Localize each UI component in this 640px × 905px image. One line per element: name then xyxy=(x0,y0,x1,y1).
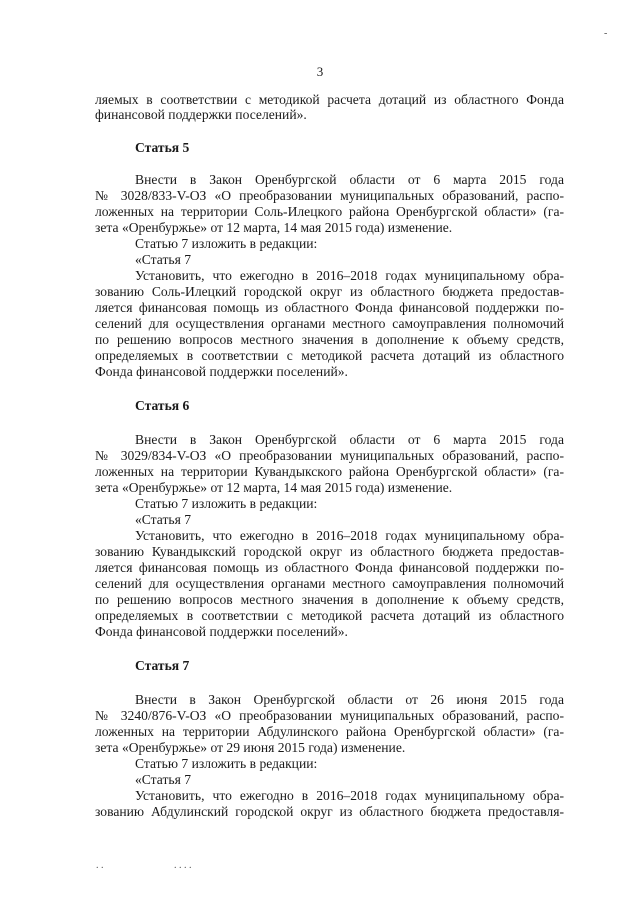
article-text-line: определяемых в соответствии с методикой расчета дотаций из областного xyxy=(95,348,564,363)
quote-heading: «Статья 7 xyxy=(135,512,192,527)
article-text-line: Фонда финансовой поддержки поселений». xyxy=(95,364,348,379)
article-intro-line: № 3029/834-V-ОЗ «О преобразовании муниципальных образований, распо- xyxy=(95,448,564,463)
article-instruction: Статью 7 изложить в редакции: xyxy=(135,236,318,251)
article-intro-line: № 3240/876-V-ОЗ «О преобразовании муниципальных образований, распо- xyxy=(95,708,564,723)
article-text-line: по решению вопросов местного значения в дополнение к объему средств, xyxy=(95,592,564,607)
scan-mark: . . xyxy=(96,860,104,871)
page-number: 3 xyxy=(316,64,324,79)
article-text-line: зованию Соль-Илецкий городской округ из областного бюджета предостав- xyxy=(95,284,564,299)
article-intro-line: Внести в Закон Оренбургской области от 26 июня 2015 года xyxy=(135,692,564,707)
document-body xyxy=(95,0,564,905)
quote-heading: «Статья 7 xyxy=(135,772,192,787)
article-intro-line: ложенных на территории Соль-Илецкого района Оренбургской области» (га- xyxy=(95,204,564,219)
article-text-line: селений для осуществления органами местного самоуправления полномочий xyxy=(95,576,564,591)
article-text-line: по решению вопросов местного значения в дополнение к объему средств, xyxy=(95,332,564,347)
article-intro-line: зета «Оренбуржье» от 12 марта, 14 мая 2015 года) изменение. xyxy=(95,220,453,235)
continuation-line: финансовой поддержки поселений». xyxy=(95,107,307,122)
article-intro-line: ложенных на территории Кувандыкского района Оренбургской области» (га- xyxy=(95,464,564,479)
quote-heading: «Статья 7 xyxy=(135,252,192,267)
article-text-line: зованию Кувандыкский городской округ из областного бюджета предостав- xyxy=(95,544,564,559)
article-heading: Статья 7 xyxy=(135,658,190,673)
article-intro-line: зета «Оренбуржье» от 12 марта, 14 мая 2015 года) изменение. xyxy=(95,480,453,495)
article-text-line: Установить, что ежегодно в 2016–2018 годах муниципальному обра- xyxy=(135,788,564,803)
article-instruction: Статью 7 изложить в редакции: xyxy=(135,496,318,511)
article-text-line: селений для осуществления органами местного самоуправления полномочий xyxy=(95,316,564,331)
article-intro-line: зета «Оренбуржье» от 29 июня 2015 года) изменение. xyxy=(95,740,406,755)
scan-mark: - xyxy=(604,28,608,39)
article-text-line: ляется финансовая помощь из областного Фонда финансовой поддержки по- xyxy=(95,560,564,575)
article-heading: Статья 6 xyxy=(135,398,190,413)
article-intro-line: № 3028/833-V-ОЗ «О преобразовании муниципальных образований, распо- xyxy=(95,188,564,203)
scan-mark: . . . . xyxy=(174,860,192,871)
article-intro-line: Внести в Закон Оренбургской области от 6 марта 2015 года xyxy=(135,172,564,187)
article-text-line: Фонда финансовой поддержки поселений». xyxy=(95,624,348,639)
article-text-line: Установить, что ежегодно в 2016–2018 годах муниципальному обра- xyxy=(135,528,564,543)
article-text-line: ляется финансовая помощь из областного Фонда финансовой поддержки по- xyxy=(95,300,564,315)
article-intro-line: Внести в Закон Оренбургской области от 6 марта 2015 года xyxy=(135,432,564,447)
article-text-line: зованию Абдулинский городской округ из областного бюджета предоставля- xyxy=(95,804,564,819)
article-heading: Статья 5 xyxy=(135,140,190,155)
continuation-line: ляемых в соответствии с методикой расчета дотаций из областного Фонда xyxy=(95,92,564,107)
article-text-line: определяемых в соответствии с методикой расчета дотаций из областного xyxy=(95,608,564,623)
article-text-line: Установить, что ежегодно в 2016–2018 годах муниципальному обра- xyxy=(135,268,564,283)
article-intro-line: ложенных на территории Абдулинского района Оренбургской области» (га- xyxy=(95,724,564,739)
article-instruction: Статью 7 изложить в редакции: xyxy=(135,756,318,771)
